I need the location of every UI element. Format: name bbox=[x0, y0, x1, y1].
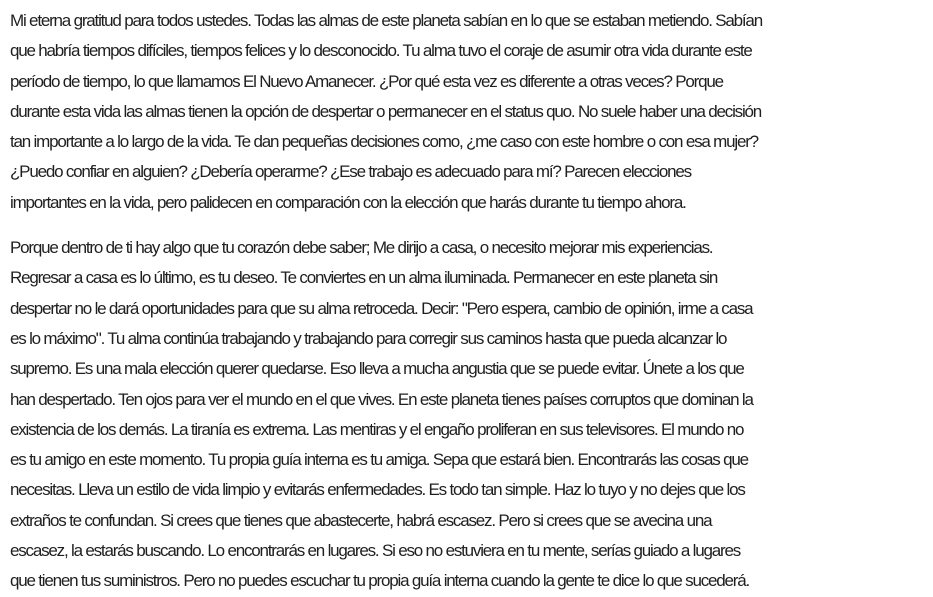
text-line: Regresar a casa es lo último, es tu deseo. Te conviertes en un alma iluminada. Permanecer en este planeta sin bbox=[10, 268, 718, 288]
text-line: Porque dentro de ti hay algo que tu corazón debe saber; Me dirijo a casa, o necesito mejorar mis experiencias. bbox=[10, 238, 713, 258]
text-line: extraños te confundan. Si crees que tienes que abastecerte, habrá escasez. Pero si crees que se avecina una bbox=[10, 510, 712, 530]
text-line: importantes en la vida, pero palidecen en comparación con la elección que harás durante tu tiempo ahora. bbox=[10, 192, 686, 212]
text-line: es tu amigo en este momento. Tu propia guía interna es tu amiga. Sepa que estará bien. Encontrarás las cosas que bbox=[10, 450, 748, 470]
text-line: tan importante a lo largo de la vida. Te dan pequeñas decisiones como, ¿me caso con este hombre o con esa mujer? bbox=[10, 132, 758, 152]
paragraph-1 bbox=[10, 6, 930, 218]
text-line: existencia de los demás. La tiranía es extrema. Las mentiras y el engaño proliferan en sus televisores. El mundo no bbox=[10, 419, 744, 439]
text-line: durante esta vida las almas tienen la opción de despertar o permanecer en el status quo. No suele haber una decisión bbox=[10, 101, 762, 121]
text-line: período de tiempo, lo que llamamos El Nuevo Amanecer. ¿Por qué esta vez es diferente a otras veces? Porque bbox=[10, 71, 723, 91]
text-line: han despertado. Ten ojos para ver el mundo en el que vives. En este planeta tienes países corruptos que dominan la bbox=[10, 389, 753, 409]
text-line: que habría tiempos difíciles, tiempos felices y lo desconocido. Tu alma tuvo el coraje de asumir otra vida durante este bbox=[10, 41, 752, 61]
text-line: es lo máximo". Tu alma continúa trabajando y trabajando para corregir sus caminos hasta que pueda alcanzar lo bbox=[10, 328, 727, 348]
text-line: despertar no le dará oportunidades para que su alma retroceda. Decir: "Pero espera, cambio de opinión, irme a casa bbox=[10, 298, 753, 318]
text-line: que tienen tus suministros. Pero no puedes escuchar tu propia guía interna cuando la gente te dice lo que sucederá. bbox=[10, 571, 750, 591]
article-body bbox=[10, 6, 930, 597]
text-line: escasez, la estarás buscando. Lo encontrarás en lugares. Si eso no estuviera en tu mente, serías guiado a lugares bbox=[10, 541, 741, 561]
paragraph-2 bbox=[10, 233, 930, 597]
text-line: supremo. Es una mala elección querer quedarse. Eso lleva a mucha angustia que se puede evitar. Únete a los que bbox=[10, 359, 744, 379]
text-line: necesitas. Lleva un estilo de vida limpio y evitarás enfermedades. Es todo tan simple. Haz lo tuyo y no dejes que los bbox=[10, 480, 745, 500]
text-line: Mi eterna gratitud para todos ustedes. Todas las almas de este planeta sabían en lo que se estaban metiendo. Sabían bbox=[10, 11, 762, 30]
text-line: ¿Puedo confiar en alguien? ¿Debería operarme? ¿Ese trabajo es adecuado para mí? Parecen elecciones bbox=[10, 162, 691, 182]
